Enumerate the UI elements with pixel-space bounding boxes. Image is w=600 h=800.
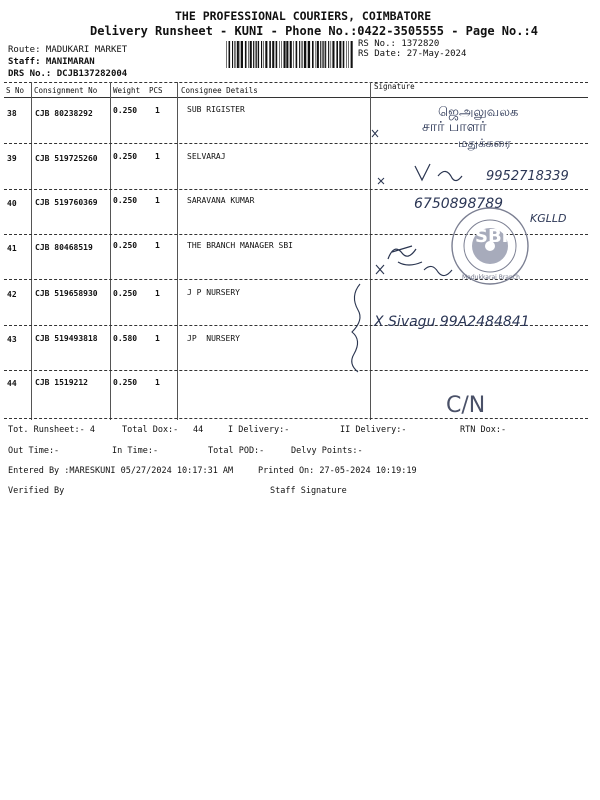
row-weight: 0.250 bbox=[113, 196, 138, 205]
row-pcs: 1 bbox=[155, 106, 160, 115]
row-consignee: JP NURSERY bbox=[187, 334, 240, 343]
column-header-consignment: Consignment No bbox=[34, 86, 98, 95]
stamp-bank: SBI bbox=[475, 226, 509, 247]
x-mark bbox=[376, 265, 384, 274]
bracket-mark bbox=[352, 284, 360, 372]
row-consignment: CJB 519725260 bbox=[35, 154, 98, 163]
sig6-name-phone: X Sivagu 99A2484841 bbox=[374, 314, 530, 330]
row-weight: 0.250 bbox=[113, 106, 138, 115]
sbi-stamp bbox=[452, 208, 528, 284]
barcode-icon bbox=[226, 41, 354, 68]
tot-runsheet: Tot. Runsheet:- 4 bbox=[8, 425, 95, 435]
row-consignment: CJB 519658930 bbox=[35, 289, 98, 298]
row-pcs: 1 bbox=[155, 378, 160, 387]
handwritten-signature bbox=[424, 266, 452, 275]
row-pcs: 1 bbox=[155, 152, 160, 161]
column-header-pcs: PCS bbox=[149, 86, 163, 95]
delvy-points: Delvy Points:- bbox=[291, 446, 363, 456]
row-sno: 41 bbox=[7, 244, 17, 253]
row-pcs: 1 bbox=[155, 289, 160, 298]
row-consignee: J P NURSERY bbox=[187, 288, 240, 297]
row-weight: 0.580 bbox=[113, 334, 138, 343]
sig2-phone: 9952718339 bbox=[486, 169, 569, 184]
route-label: Route: MADUKARI MARKET bbox=[8, 45, 128, 55]
row-sno: 44 bbox=[7, 379, 17, 388]
sig1-mid: சார் பாளர் bbox=[422, 119, 487, 135]
row-consignment: CJB 1519212 bbox=[35, 378, 88, 387]
handwritten-initials bbox=[415, 164, 462, 181]
row-weight: 0.250 bbox=[113, 241, 138, 250]
sig3-phone: 6750898789 bbox=[414, 196, 504, 212]
x-mark bbox=[372, 130, 378, 137]
total-dox-label: Total Dox:- bbox=[122, 425, 179, 435]
rs-date: RS Date: 27-May-2024 bbox=[358, 49, 467, 59]
row-consignee: THE BRANCH MANAGER SBI bbox=[187, 241, 293, 250]
entered-by: Entered By :MARESKUNI 05/27/2024 10:17:31 AM bbox=[8, 466, 234, 476]
rs-number: RS No.: 1372820 bbox=[358, 39, 440, 49]
x-mark bbox=[378, 178, 384, 184]
sig1-top: ஜெஅலுவலக bbox=[438, 105, 519, 120]
drs-number: DRS No.: DCJB137282004 bbox=[8, 69, 128, 79]
row-sno: 38 bbox=[7, 109, 17, 118]
row-consignee: SELVARAJ bbox=[187, 152, 226, 161]
total-dox-value: 44 bbox=[193, 425, 204, 435]
column-header-consignee: Consignee Details bbox=[181, 86, 258, 95]
company-name: THE PROFESSIONAL COURIERS, COIMBATORE bbox=[175, 9, 432, 23]
sig1-bot: மதுக்கரை bbox=[458, 136, 511, 150]
table-top-rule bbox=[4, 82, 588, 83]
sig4-name: KGLLD bbox=[530, 212, 567, 225]
row-consignee: SARAVANA KUMAR bbox=[187, 196, 255, 205]
row-pcs: 1 bbox=[155, 196, 160, 205]
ii-delivery: II Delivery:- bbox=[340, 425, 407, 435]
staff-label: Staff: MANIMARAN bbox=[8, 57, 95, 67]
printed-on: Printed On: 27-05-2024 10:19:19 bbox=[258, 466, 417, 476]
row-consignment: CJB 80238292 bbox=[35, 109, 93, 118]
row-consignment: CJB 80468519 bbox=[35, 243, 93, 252]
rtn-dox: RTN Dox:- bbox=[460, 425, 507, 435]
row-weight: 0.250 bbox=[113, 289, 138, 298]
i-delivery: I Delivery:- bbox=[228, 425, 290, 435]
handwritten-signature bbox=[388, 246, 422, 265]
row-consignee: SUB RIGISTER bbox=[187, 105, 245, 114]
row-sno: 42 bbox=[7, 290, 17, 299]
total-pod: Total POD:- bbox=[208, 446, 265, 456]
row-consignment: CJB 519760369 bbox=[35, 198, 98, 207]
sig7-cn: C/N bbox=[446, 393, 486, 418]
row-weight: 0.250 bbox=[113, 152, 138, 161]
row-sno: 40 bbox=[7, 199, 17, 208]
row-sno: 43 bbox=[7, 335, 17, 344]
column-header-sno: S No bbox=[6, 86, 25, 95]
column-header-signature: Signature bbox=[374, 82, 415, 91]
stamp-place: Madukkarai Branch bbox=[462, 274, 520, 281]
row-consignment: CJB 519493818 bbox=[35, 334, 98, 343]
row-weight: 0.250 bbox=[113, 378, 138, 387]
row-pcs: 1 bbox=[155, 241, 160, 250]
runsheet-subtitle: Delivery Runsheet - KUNI - Phone No.:0422-3505555 - Page No.:4 bbox=[90, 24, 538, 38]
column-header-weight: Weight bbox=[113, 86, 141, 95]
signature-area bbox=[340, 94, 590, 424]
verified-by: Verified By bbox=[8, 486, 65, 496]
row-sno: 39 bbox=[7, 154, 17, 163]
out-time: Out Time:- bbox=[8, 446, 60, 456]
row-pcs: 1 bbox=[155, 334, 160, 343]
staff-signature: Staff Signature bbox=[270, 486, 347, 496]
in-time: In Time:- bbox=[112, 446, 159, 456]
